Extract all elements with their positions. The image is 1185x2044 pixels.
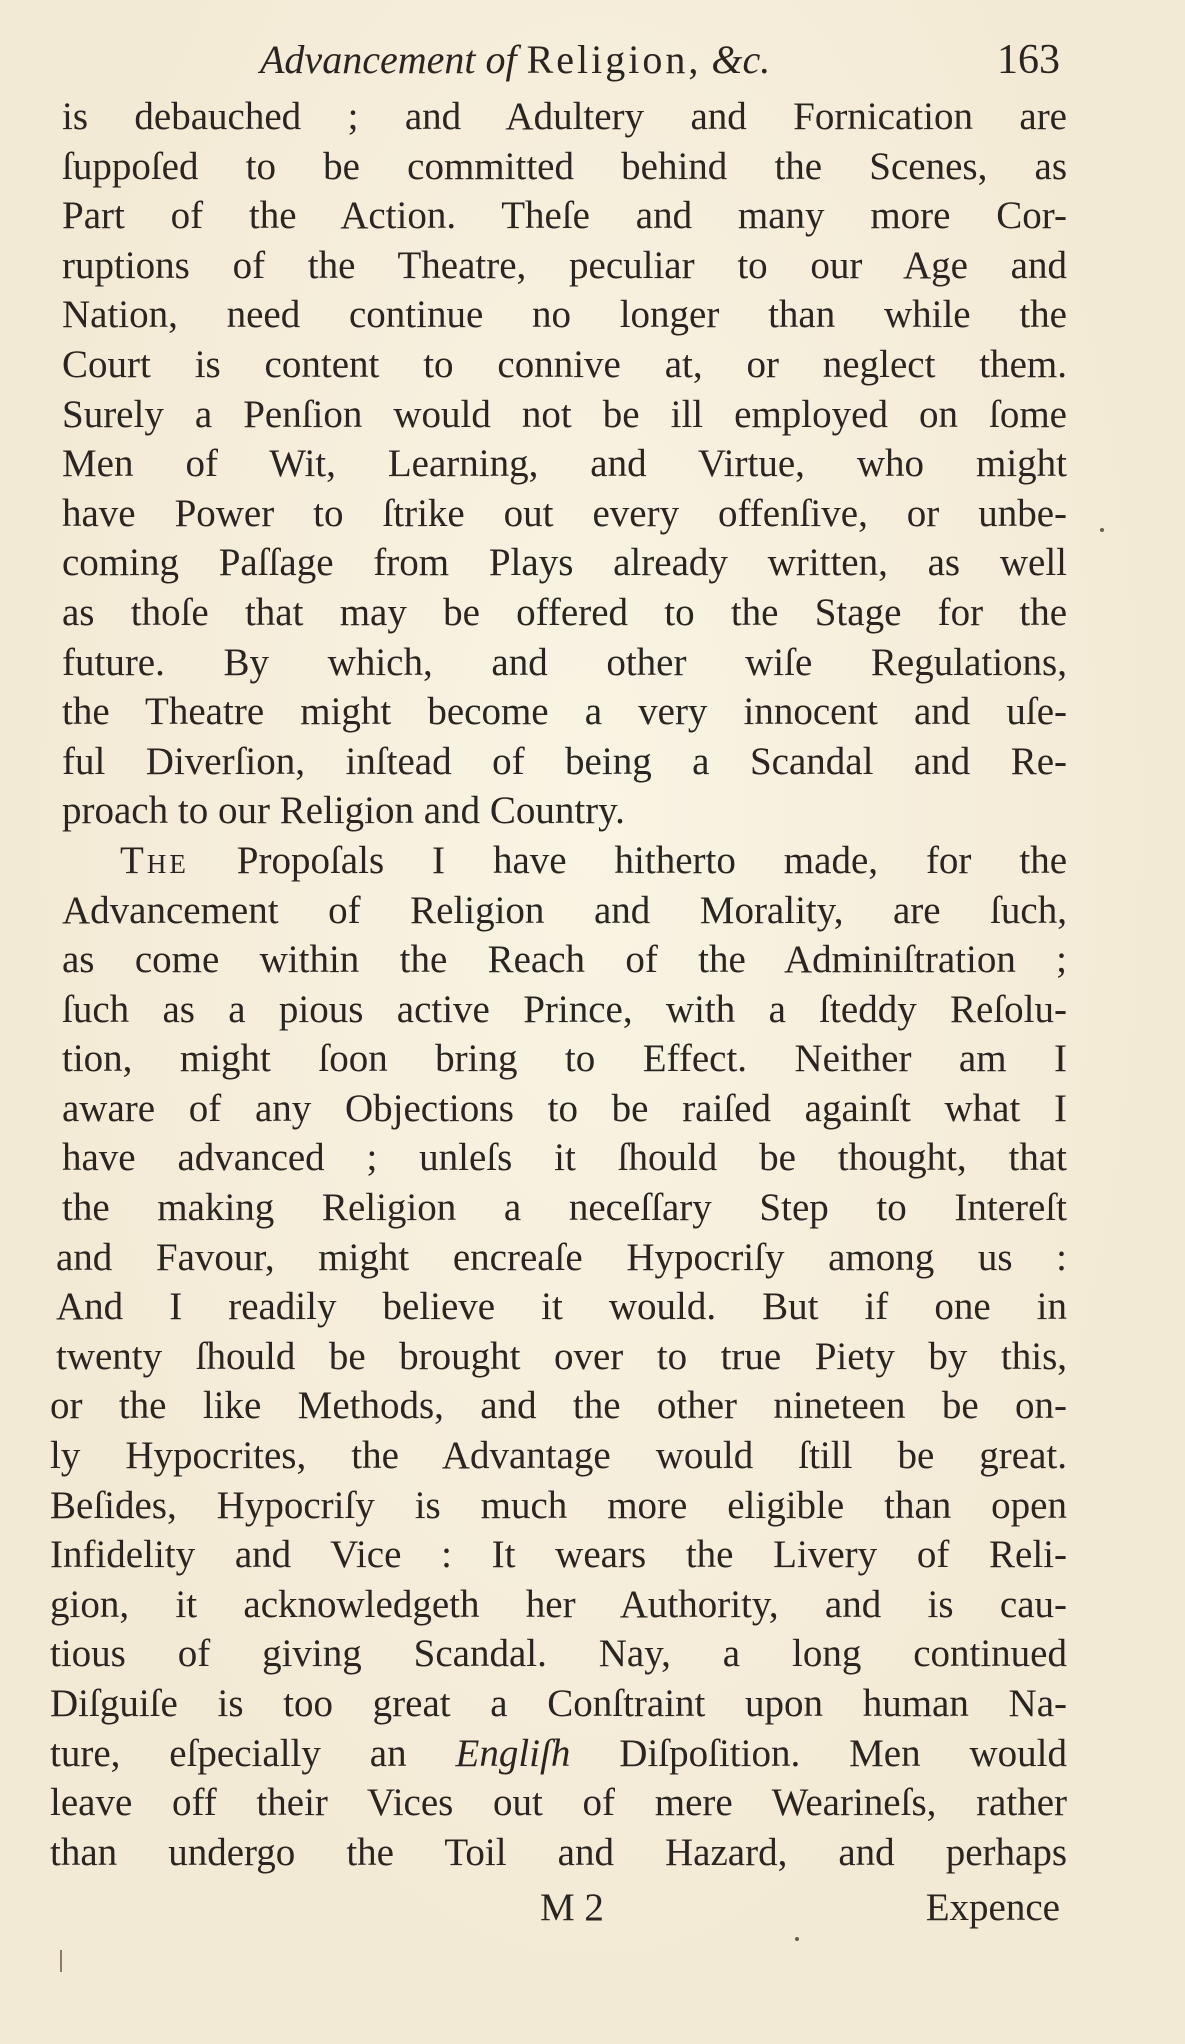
italic-word: Engliſh <box>455 1731 571 1775</box>
text-line: the making Religion a neceſſary Step to Intereſt <box>62 1186 1067 1230</box>
text-line: And I readily believe it would. But if one in <box>56 1285 1067 1329</box>
text-line: ſuppoſed to be committed behind the Scenes, as <box>62 144 1067 188</box>
page-footer <box>540 1880 1060 1936</box>
text-line-part: Diſpoſition. Men would <box>619 1731 1068 1775</box>
text-line: Court is content to connive at, or neglect them. <box>62 342 1067 386</box>
text-line: Part of the Action. Theſe and many more Cor- <box>62 194 1067 238</box>
text-line: as come within the Reach of the Adminiſtration ; <box>62 938 1067 982</box>
signature-mark: M 2 <box>540 1886 604 1929</box>
text-line: ruptions of the Theatre, peculiar to our Age and <box>62 243 1067 287</box>
catchword: Expence <box>925 1886 1060 1929</box>
text-line: gion, it acknowledgeth her Authority, and is cau- <box>50 1582 1067 1626</box>
paper-speck <box>1100 528 1104 532</box>
text-line: future. By which, and other wiſe Regulations, <box>62 640 1067 684</box>
text-line-with-italic <box>50 1729 1067 1779</box>
text-line: tion, might ſoon bring to Effect. Neither am I <box>62 1037 1067 1081</box>
paper-speck <box>795 1937 799 1941</box>
paragraph-lead-word: The <box>120 838 189 882</box>
text-line: Men of Wit, Learning, and Virtue, who might <box>62 442 1067 486</box>
text-line: as thoſe that may be offered to the Stage for the <box>62 590 1067 634</box>
text-line: Surely a Penſion would not be ill employed on ſome <box>62 392 1067 436</box>
header-title-tail: &c. <box>711 37 771 82</box>
text-line: proach to our Religion and Country. <box>62 789 625 833</box>
header-title-italic: Advancement of <box>260 37 517 82</box>
text-line: and Favour, might encreaſe Hypocriſy among us : <box>56 1235 1067 1279</box>
text-line-part: ture, eſpecially an <box>50 1731 407 1775</box>
text-line: twenty ſhould be brought over to true Piety by this, <box>56 1334 1067 1378</box>
text-line: or the like Methods, and the other nineteen be on- <box>50 1384 1067 1428</box>
text-line: have Power to ſtrike out every offenſive, or unbe- <box>62 491 1067 535</box>
text-line: is debauched ; and Adultery and Fornication are <box>62 95 1067 138</box>
text-line: Advancement of Religion and Morality, are ſuch, <box>62 888 1067 932</box>
text-line: leave off their Vices out of mere Wearineſs, rather <box>50 1781 1067 1825</box>
text-line: the Theatre might become a very innocent and uſe- <box>62 690 1067 734</box>
paragraph-opening-line <box>62 836 1067 886</box>
body-text <box>50 92 1068 1877</box>
running-header <box>260 30 1060 90</box>
text-line: coming Paſſage from Plays already written, as well <box>62 541 1067 585</box>
text-line: have advanced ; unleſs it ſhould be thought, that <box>62 1136 1067 1180</box>
text-line: than undergo the Toil and Hazard, and perhaps <box>50 1830 1067 1874</box>
page-number: 163 <box>997 37 1060 83</box>
text-line: Nation, need continue no longer than while the <box>62 293 1067 337</box>
header-title-caps: Religion, <box>526 37 702 82</box>
text-line-rest: Propoſals I have hitherto made, for the <box>236 838 1068 882</box>
text-line: Infidelity and Vice : It wears the Livery of Reli- <box>50 1533 1067 1577</box>
paper-edge-mark <box>60 1950 62 1972</box>
text-line: tious of giving Scandal. Nay, a long continued <box>50 1632 1067 1676</box>
text-line: ly Hypocrites, the Advantage would ſtill be great. <box>50 1434 1067 1478</box>
text-line: Beſides, Hypocriſy is much more eligible than open <box>50 1483 1067 1527</box>
text-line: ſuch as a pious active Prince, with a ſteddy Reſolu- <box>62 987 1067 1031</box>
text-line: Diſguiſe is too great a Conſtraint upon human Na- <box>50 1682 1067 1725</box>
text-line: aware of any Objections to be raiſed againſt what I <box>62 1086 1067 1130</box>
text-line: ful Diverſion, inſtead of being a Scandal and Re- <box>62 739 1067 783</box>
